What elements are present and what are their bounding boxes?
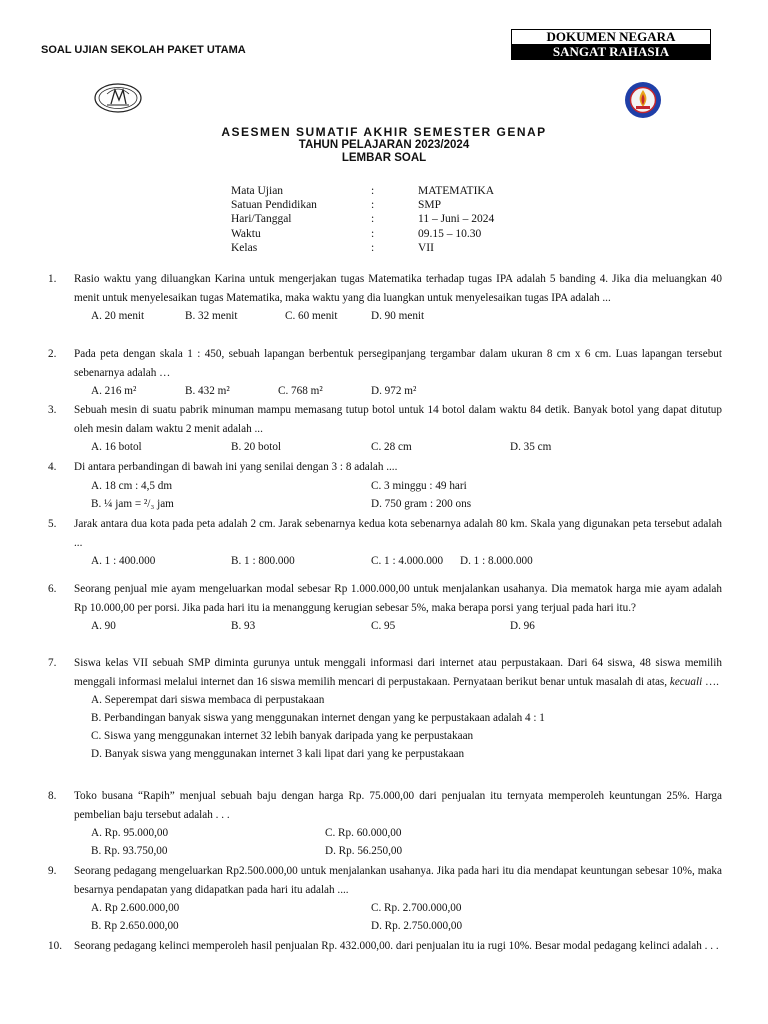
question-9 — [48, 862, 722, 935]
answer-options — [74, 917, 722, 935]
option-d[interactable]: D. Rp. 56.250,00 — [325, 845, 403, 857]
question-10 — [48, 937, 722, 956]
option-a[interactable]: A. 18 cm : 4,5 dm — [91, 479, 173, 492]
option-a[interactable]: A. Rp 2.600.000,00 — [91, 902, 180, 914]
option-d[interactable]: D. 96 — [510, 620, 535, 632]
school-logo — [624, 81, 662, 119]
answer-options — [74, 477, 722, 495]
option-a[interactable]: A. 20 menit — [91, 310, 145, 322]
option-b[interactable]: B. 32 menit — [185, 310, 238, 322]
question-number: 1. — [48, 273, 57, 285]
option-c[interactable]: C. Rp. 2.700.000,00 — [371, 902, 462, 914]
option-c[interactable]: C. 768 m² — [278, 385, 323, 397]
option-a[interactable]: A. 1 : 400.000 — [91, 555, 156, 567]
option-b[interactable]: B. Perbandingan banyak siswa yang menggunakan internet dengan yang ke perpustakaan adalah 4 : 1 — [91, 712, 545, 724]
info-row — [231, 212, 494, 226]
question-text: Toko busana “Rapih” menjual sebuah baju dengan harga Rp. 75.000,00 dari penjualan itu ternyata memperoleh keuntungan 25%. Harga pembelian baju tersebut adalah . . . — [74, 790, 722, 821]
option-b[interactable]: B. 432 m² — [185, 385, 230, 397]
answer-options — [74, 824, 722, 842]
answer-options — [74, 495, 722, 513]
answer-options — [74, 438, 722, 456]
info-row — [231, 198, 494, 212]
option-a[interactable]: A. 16 botol — [91, 441, 142, 453]
question-5 — [48, 515, 722, 570]
option-d[interactable]: D. Banyak siswa yang menggunakan internet 3 kali lipat dari yang ke perpustakaan — [91, 748, 465, 760]
question-number: 3. — [48, 404, 57, 416]
option-c[interactable]: C. 3 minggu : 49 hari — [371, 479, 467, 492]
option-a[interactable]: A. Rp. 95.000,00 — [91, 827, 169, 839]
option-b[interactable]: B. 1 : 800.000 — [231, 555, 295, 567]
question-text: Rasio waktu yang diluangkan Karina untuk mengerjakan tugas Matematika terhadap tugas IPA adalah 5 banding 4. Jika dia meluangkan 40 menit untuk menyelesaikan tugas Matematika, maka waktu yang dia luangkan untuk menyelesaikan tugas IPA adalah ... — [74, 273, 722, 304]
answer-options — [74, 382, 722, 400]
option-c[interactable]: C. 1 : 4.000.000 — [371, 555, 444, 567]
question-number: 10. — [48, 940, 62, 952]
question-number: 7. — [48, 657, 57, 669]
question-number: 5. — [48, 518, 57, 530]
answer-options — [74, 307, 722, 325]
tut-wuri-handayani-logo — [93, 82, 143, 114]
info-key: Mata Ujian — [231, 185, 284, 197]
question-8 — [48, 787, 722, 860]
question-text-end: …. — [702, 675, 719, 688]
info-sep: : — [371, 185, 375, 197]
question-text — [74, 654, 722, 691]
exam-titles — [0, 125, 768, 165]
question-6 — [48, 580, 722, 635]
option-d[interactable]: D. 972 m² — [371, 385, 417, 397]
question-number: 9. — [48, 865, 57, 877]
question-2 — [48, 345, 722, 400]
option-c[interactable]: C. 95 — [371, 620, 396, 632]
option-b[interactable]: B. 20 botol — [231, 441, 282, 453]
info-row — [231, 227, 494, 241]
option-b[interactable]: B. Rp 2.650.000,00 — [91, 920, 179, 932]
stamp-line-2: SANGAT RAHASIA — [512, 44, 710, 59]
option-b[interactable]: B. Rp. 93.750,00 — [91, 845, 168, 857]
stamp-line-1: DOKUMEN NEGARA — [512, 30, 710, 44]
option-b[interactable]: B. ¼ jam = ²/₃ jam — [91, 497, 174, 510]
exam-header-label: SOAL UJIAN SEKOLAH PAKET UTAMA — [41, 44, 246, 56]
info-sep: : — [371, 241, 375, 254]
exam-title: ASESMEN SUMATIF AKHIR SEMESTER GENAP — [221, 125, 547, 139]
info-key: Kelas — [231, 241, 258, 254]
option-a[interactable]: A. Seperempat dari siswa membaca di perpustakaan — [91, 694, 325, 706]
info-key: Hari/Tanggal — [231, 213, 292, 226]
info-value: 09.15 – 10.30 — [418, 227, 482, 240]
info-sep: : — [371, 227, 375, 240]
question-text: Seorang pedagang kelinci memperoleh hasil penjualan Rp. 432.000,00. dari penjualan itu ia rugi 10%. Besar modal pedagang kelinci adalah . . . — [74, 940, 719, 952]
answer-options — [74, 842, 722, 860]
option-c[interactable]: C. Siswa yang menggunakan internet 32 lebih banyak daripada yang ke perpustakaan — [91, 730, 474, 742]
question-number: 2. — [48, 348, 57, 360]
option-d[interactable]: D. Rp. 2.750.000,00 — [371, 920, 463, 932]
question-text-main: Siswa kelas VII sebuah SMP diminta gurunya untuk menggali informasi dari internet atau perpustakaan. Dari 64 siswa, 48 siswa memilih menggali informasi melalui internet dan 16 siswa memilih mencari di perpustakaan. Pernyataan berikut benar untuk masalah di atas, — [74, 657, 722, 688]
confidential-stamp — [511, 29, 711, 60]
info-row — [231, 184, 494, 198]
option-c[interactable]: C. Rp. 60.000,00 — [325, 827, 402, 839]
option-a[interactable]: A. 216 m² — [91, 385, 137, 397]
option-c[interactable]: C. 28 cm — [371, 441, 412, 453]
info-value: SMP — [418, 199, 442, 212]
question-text: Seorang penjual mie ayam mengeluarkan modal sebesar Rp 1.000.000,00 untuk menjalankan usahanya. Dia mematok harga mie ayam adalah Rp 10.000,00 per porsi. Jika pada hari itu ia menanggung kerugian sebesar 5%, maka berapa porsi yang terjual pada hari itu.? — [74, 583, 722, 614]
question-text: Jarak antara dua kota pada peta adalah 2 cm. Jarak sebenarnya kedua kota sebenarnya adalah 80 km. Skala yang digunakan peta tersebut adalah ... — [74, 518, 722, 549]
info-value: 11 – Juni – 2024 — [418, 213, 495, 226]
info-row — [231, 241, 494, 255]
option-d[interactable]: D. 90 menit — [371, 310, 425, 322]
question-7 — [48, 654, 722, 763]
option-b[interactable]: B. 93 — [231, 620, 256, 632]
answer-options — [74, 899, 722, 917]
question-text: Sebuah mesin di suatu pabrik minuman mampu memasang tutup botol untuk 14 botol dalam waktu 84 detik. Banyak botol yang dapat ditutup oleh mesin dalam waktu 2 menit adalah ... — [74, 404, 722, 435]
question-text: Seorang pedagang mengeluarkan Rp2.500.000,00 untuk menjalankan usahanya. Jika pada hari itu dia mendapat keuntungan sebesar 10%, maka besarnya pendapatan yang didapatkan pada hari itu adalah .... — [74, 865, 722, 896]
question-1 — [48, 270, 722, 325]
option-d[interactable]: D. 35 cm — [510, 441, 552, 453]
info-key: Waktu — [231, 227, 261, 240]
option-c[interactable]: C. 60 menit — [285, 310, 338, 322]
info-value: VII — [418, 241, 434, 254]
question-number: 4. — [48, 461, 57, 473]
info-sep: : — [371, 199, 375, 212]
exam-info-table — [231, 184, 494, 255]
option-d[interactable]: D. 750 gram : 200 ons — [371, 497, 472, 510]
academic-year: TAHUN PELAJARAN 2023/2024 — [298, 139, 470, 151]
question-number: 8. — [48, 790, 57, 802]
answer-options — [74, 617, 722, 635]
option-d[interactable]: D. 1 : 8.000.000 — [460, 555, 533, 567]
answer-options — [74, 552, 722, 570]
question-text-emphasis: kecuali — [669, 675, 703, 688]
info-sep: : — [371, 213, 375, 226]
question-4 — [48, 458, 722, 513]
question-text: Di antara perbandingan di bawah ini yang senilai dengan 3 : 8 adalah .... — [74, 461, 398, 473]
info-key: Satuan Pendidikan — [231, 199, 317, 212]
info-value: MATEMATIKA — [418, 185, 495, 197]
question-number: 6. — [48, 583, 57, 595]
question-3 — [48, 401, 722, 456]
sheet-title: LEMBAR SOAL — [341, 152, 427, 164]
option-a[interactable]: A. 90 — [91, 620, 116, 632]
question-text: Pada peta dengan skala 1 : 450, sebuah lapangan berbentuk persegipanjang tergambar dalam ukuran 8 cm x 6 cm. Luas lapangan tersebut sebenarnya adalah … — [74, 348, 722, 379]
